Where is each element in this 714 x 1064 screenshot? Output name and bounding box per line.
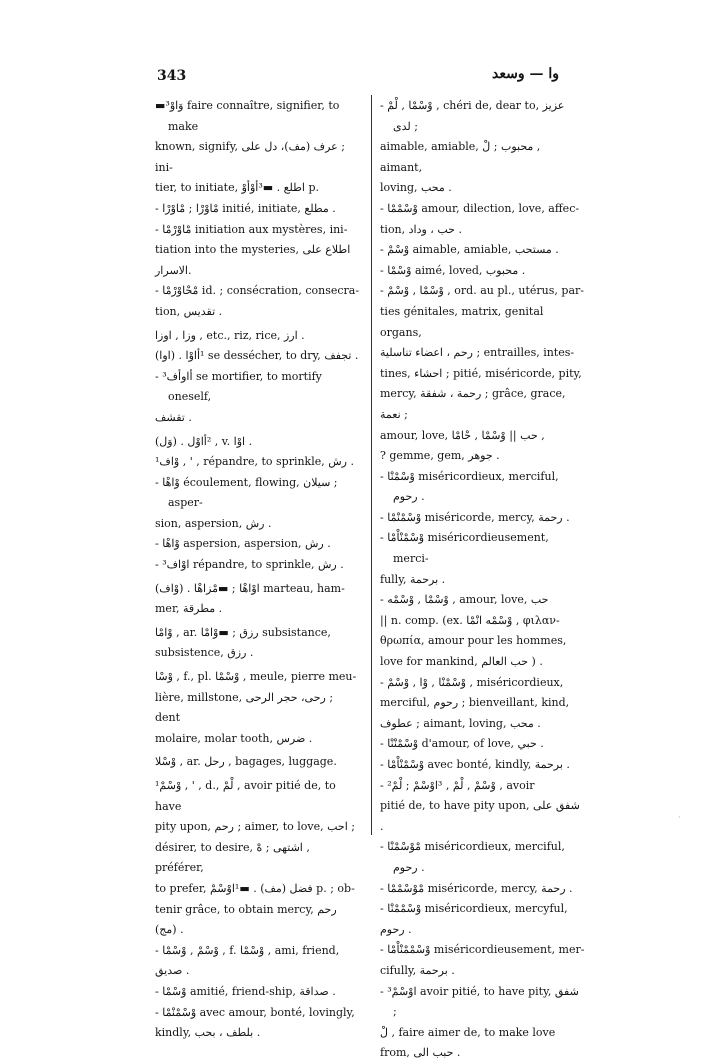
entry-line: - وْسْمْمْنْاْمْا miséricordieusement, mer- <box>380 943 585 957</box>
entry-line: لْ , faire aimer de, to make love <box>380 1025 556 1039</box>
entry-line: (اوا) . ¹أاوْا se dessécher, to dry, تجفف . <box>155 349 359 363</box>
entry-line: merciful, رحوم ; bienveillant, kind, <box>380 696 570 710</box>
entry-line: - وْسْمْا aimé, loved, محبوب . <box>380 263 526 277</box>
entry-line: loving, محب . <box>380 181 452 195</box>
column-divider <box>371 95 372 835</box>
entry-line: - وْاهْا aspersion, aspersion, رش . <box>155 537 331 551</box>
entry-line: ¹وْسْمْ , ' , d., لْمْ , avoir pitié de, to have <box>155 779 336 813</box>
entry-line: - مْوْسْمْمْا miséricorde, mercy, رحمة . <box>380 881 573 895</box>
entry-line: - وْسْمْنْا , وْا , وْسْمْ , miséricordieux, <box>380 675 564 689</box>
entry-line: - ³اوْاف répandre, to sprinkle, رش . <box>155 558 344 572</box>
entry-line: - ³أاوأف se mortifier, to mortify oneself, <box>155 369 322 404</box>
entry-line: رحم ، اعضاء تناسلية ; entrailles, intes- <box>380 346 575 360</box>
entry-line: - وْسْمْنْمْا miséricorde, mercy, رحمة . <box>380 510 570 524</box>
entry-line: - وْسْمْ aimable, amiable, مستحب . <box>380 243 559 257</box>
entry-line: - مْحْاوْرْمْا id. ; consécration, consecra- <box>155 284 360 298</box>
entry-line: désirer, to desire, اشتهى ; هْ , préférer, <box>155 840 310 875</box>
entry-line: fully, برحمة . <box>380 572 446 586</box>
entry-line: molaire, molar tooth, ضرس . <box>155 731 313 745</box>
entry-line: ¹وْاف , ' , répandre, to sprinkle, رش . <box>155 455 354 469</box>
entry-line: - ²وْسْمْ , لْمْ , ³اوْسْمْ ; لْمْ , avoir <box>380 778 535 792</box>
entry-line: - مْاوْرْمْا initiation aux mystères, ini- <box>155 222 348 236</box>
entry-line: وْسْلا , ar. رحل , bagages, luggage. <box>155 755 337 769</box>
entry-line: - وْسْمْنْمْا avec amour, bonté, lovingly, <box>155 1005 355 1019</box>
entry-line: subsistence, رزق . <box>155 646 254 660</box>
entry-line: عطوف ; aimant, loving, محب . <box>380 716 541 730</box>
entry-line: - وْسْمْ , وْسْمْا , f. وْسْمْا , ami, friend, <box>155 943 340 957</box>
entry-line: tion, تقديس . <box>155 304 223 318</box>
entry-line: صديق . <box>155 964 190 978</box>
entry-line: - وْسْمْمْا amour, dilection, love, affec- <box>380 201 580 215</box>
entry-line: ▬³وَاوْ faire connaître, signifier, to make <box>155 99 340 133</box>
entry-line: - وْسْمْنْاْمْا avec bonté, kindly, برحمة . <box>380 758 570 771</box>
entry-line: || n. comp. (ex. وْسْمْه انْمْا , φιλαν- <box>380 613 560 627</box>
entry-line: pitié de, to have pity upon, شفق على . <box>380 799 580 833</box>
entry-line: sion, aspersion, رش . <box>155 516 272 530</box>
entry-line: tenir grâce, to obtain mercy, رحم (مج) . <box>155 902 337 937</box>
entry-line: kindly, بلطف ، بحب . <box>155 1026 261 1040</box>
entry-line: love for mankind, حب العالم ) . <box>380 655 543 669</box>
corner-mark: · <box>678 813 681 822</box>
entry-line: cifully, برحمة . <box>380 963 455 977</box>
entry-line: pity upon, رحم ; aimer, to love, احب ; <box>155 820 355 834</box>
entry-line: mercy, رحمة ، شفقة ; grâce, grace, نعمة ; <box>380 387 566 421</box>
entry-line: وزا , اوزا , etc., riz, rice, ارز . <box>155 328 305 342</box>
entry-line: from, حبب الى . <box>380 1046 461 1060</box>
entry-line: - مْاوْرْا ; مْاوْرْا initié, initiate, مطلع . <box>155 201 336 215</box>
entry-line: (وْاف) . اوْاهْا ; ▬مْزاهْا marteau, ham- <box>155 581 345 595</box>
entry-line: known, signify, عرف (مف)، دل على ; ini- <box>155 140 345 174</box>
entry-line: - وْسْمْا , لْمْ , chéri de, dear to, عزيز لدى ; <box>380 99 565 133</box>
entry-line: رحوم . <box>380 922 412 936</box>
entry-line: aimable, amiable, محبوب ; لْ , aimant, <box>380 140 541 174</box>
entry-line: mer, مطرقة . <box>155 602 223 616</box>
entry-line: to prefer, فضل (مف) . ▬¹اوْسْمْ p. ; ob- <box>155 881 355 895</box>
page-number: 343 <box>157 68 187 84</box>
entry-line: lière, millstone, رحى، حجر الرحى ; dent <box>155 690 334 725</box>
entry-line: ? gemme, gem, جوهر . <box>380 449 500 463</box>
entry-line: - وْسْمْا , وْسْمْه , amour, love, حب <box>380 593 549 607</box>
entry-line: وْامْا , ar. رزق ; ▬وْامْا subsistance, <box>155 625 331 639</box>
entry-line: - وْسْمْا amitié, friend-ship, صداقة . <box>155 984 336 998</box>
right-column <box>380 96 585 1064</box>
entry-line: - وْسْمْنْنْا d'amour, of love, حبي . <box>380 737 544 751</box>
entry-line: tion, حب ، وداد . <box>380 222 462 236</box>
entry-line: - وْسْمْنْا miséricordieux, merciful, رحوم . <box>380 469 559 504</box>
entry-line: - وْسْمْمْنْا miséricordieux, mercyful, <box>380 902 568 916</box>
entry-line: - وْسْمْا , وْسْمْ , ord. au pl., utérus, par- <box>380 284 584 298</box>
entry-line: - ³اوْسْمْ avoir pitié, to have pity, شفق ; <box>380 984 579 1019</box>
entry-line: وْسْا , f., pl. وْسْمْا , meule, pierre meu- <box>155 670 357 684</box>
entry-line: (وَل) . ²أاوْل , v. اوْا . <box>155 434 253 448</box>
running-head: وا — وسعد <box>492 66 559 82</box>
entry-line: - وْاهْا écoulement, flowing, سيلان ; asper- <box>155 475 338 510</box>
entry-line: ties génitales, matrix, genital organs, <box>380 304 544 339</box>
entry-line: - مْوْسْمْنْا miséricordieux, merciful, رحوم . <box>380 840 565 874</box>
left-column <box>155 96 360 1044</box>
entry-line: θρωπία, amour pour les hommes, <box>380 634 567 648</box>
entry-line: tines, احشاء ; pitié, miséricorde, pity, <box>380 366 582 380</box>
entry-line: amour, love, حب || وْسْمْا , حْامْا , <box>380 428 545 442</box>
entry-line: - وْسْمْنْاْمْا miséricordieusement, merci- <box>380 531 549 566</box>
entry-line: تقشف . <box>155 410 192 424</box>
entry-line: tier, to initiate, اطلع . ▬³أوْأوْ p. <box>155 181 319 195</box>
entry-line: tiation into the mysteries, اطلاع على الاسرار. <box>155 243 351 277</box>
